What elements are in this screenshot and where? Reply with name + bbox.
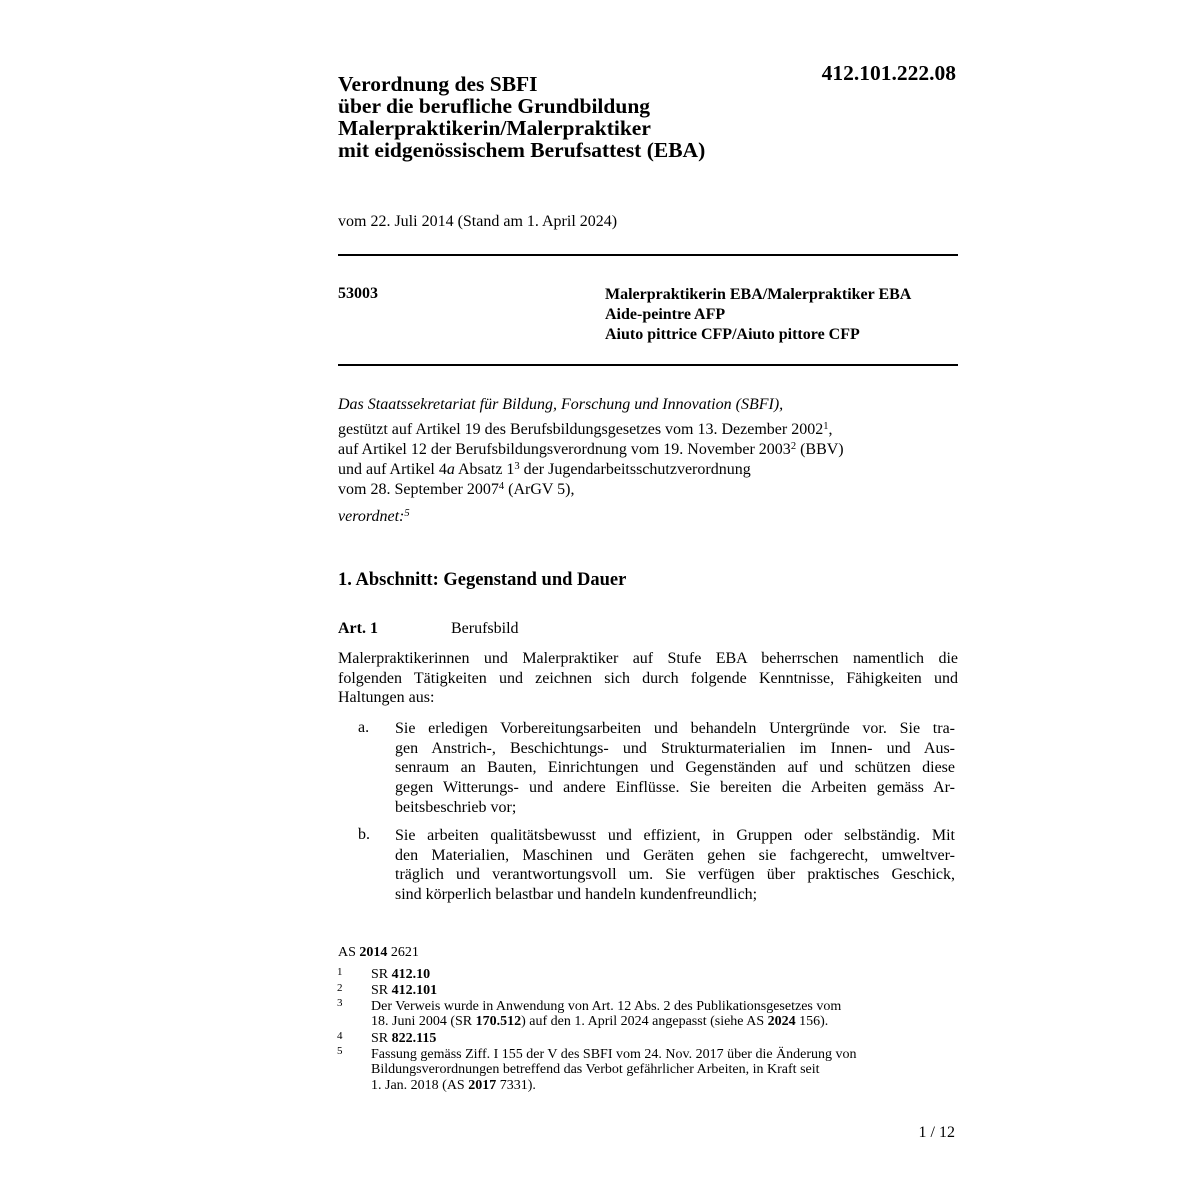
article-title: Berufsbild xyxy=(451,620,519,637)
legal-basis-line: auf Artikel 12 der Berufsbildungsverordnung vom 19. November 2003$^2$ (BBV) xyxy=(338,441,844,458)
footnote-text: Fassung gemäss Ziff. I 155 der V des SBFI vom 24. Nov. 2017 über die Änderung von Bildungsverordnungen betreffend das Verbot gefährlicher Arbeiten, in Kraft seit 1. Jan. 2018 (AS 2017 7331). xyxy=(371,1047,857,1093)
text-line: senraum an Bauten, Einrichtungen und Gegenständen auf und schützen diese xyxy=(395,759,955,777)
footnote-ref[interactable]: 2 xyxy=(790,441,797,452)
footnote-text: SR 822.115 xyxy=(371,1031,437,1046)
text-line: Haltungen aus: xyxy=(338,689,435,707)
footnote-ref[interactable]: 5 xyxy=(404,508,410,519)
footnote-text: Der Verweis wurde in Anwendung von Art. 12 Abs. 2 des Publikationsgesetzes vom 18. Juni 2004 (SR 170.512) auf den 1. April 2024 angepasst (siehe AS 2024 156). xyxy=(371,999,842,1030)
profession-name: Aiuto pittrice CFP/Aiuto pittore CFP xyxy=(605,326,860,343)
decrees-line: verordnet:$^5$ xyxy=(338,508,410,525)
article-intro xyxy=(338,649,958,708)
top-divider xyxy=(338,254,958,256)
page-indicator: 1 / 12 xyxy=(918,1124,955,1141)
list-item-letter: a. xyxy=(358,719,370,736)
list-item-body xyxy=(395,826,955,905)
official-collection-ref: AS 2014 2621 xyxy=(338,945,419,960)
text-line: den Materialien, Maschinen und Geräten gehen sie fachgerecht, umweltver- xyxy=(395,846,955,864)
footnote-ref[interactable]: 3 xyxy=(514,461,520,472)
list-item-body xyxy=(395,719,955,818)
text-line: gen Anstrich-, Beschichtungs- und Strukturmaterialien im Innen- und Aus- xyxy=(395,739,955,757)
title-line: Malerpraktikerin/Malerpraktiker xyxy=(338,116,651,140)
footnote-number: 4 xyxy=(337,1030,343,1042)
profession-name: Aide-peintre AFP xyxy=(605,306,726,323)
date-line: vom 22. Juli 2014 (Stand am 1. April 2024) xyxy=(338,213,618,230)
title-line: mit eidgenössischem Berufsattest (EBA) xyxy=(338,138,706,162)
text-line: gegen Witterungs- und andere Einflüsse. Sie bereiten die Arbeiten gemäss Ar- xyxy=(395,779,955,797)
text-line: Malerpraktikerinnen und Malerpraktiker auf Stufe EBA beherrschen namentlich die xyxy=(338,650,958,667)
footnote-text: SR 412.10 xyxy=(371,967,431,982)
footnote-number: 1 xyxy=(337,966,343,978)
title-line: Verordnung des SBFI xyxy=(338,72,538,96)
legal-basis xyxy=(338,420,844,500)
bottom-divider xyxy=(338,364,958,366)
legal-basis-line: vom 28. September 2007$^4$ (ArGV 5), xyxy=(338,481,575,498)
article-number: Art. 1 xyxy=(338,620,378,637)
text-line: beitsbeschrieb vor; xyxy=(395,798,517,816)
issuing-authority: Das Staatssekretariat für Bildung, Forschung und Innovation (SBFI), xyxy=(338,396,784,413)
text-line: sind körperlich belastbar und handeln kundenfreundlich; xyxy=(395,886,758,904)
profession-code: 53003 xyxy=(338,285,378,302)
text-line: folgenden Tätigkeiten und zeichnen sich durch folgende Kenntnisse, Fähigkeiten und xyxy=(338,669,958,687)
footnote-number: 3 xyxy=(337,997,343,1009)
list-item-letter: b. xyxy=(358,826,370,843)
title-line: über die berufliche Grundbildung xyxy=(338,94,651,118)
footnote-text: SR 412.101 xyxy=(371,983,438,998)
text-line: Sie erledigen Vorbereitungsarbeiten und behandeln Untergründe vor. Sie tra- xyxy=(395,720,955,737)
text-line: träglich und verantwortungsvoll um. Sie verfügen über praktisches Geschick, xyxy=(395,866,955,884)
document-title xyxy=(338,73,798,161)
text-line: Sie arbeiten qualitätsbewusst und effizient, in Gruppen oder selbständig. Mit xyxy=(395,827,955,844)
legal-basis-line: und auf Artikel 4a Absatz $1^3$ der Jugendarbeitsschutzverordnung xyxy=(338,461,751,478)
legal-basis-line: gestützt auf Artikel 19 des Berufsbildungsgesetzes vom 13. Dezember 2002$^1$, xyxy=(338,421,833,438)
footnote-number: 2 xyxy=(337,982,343,994)
sr-number: 412.101.222.08 xyxy=(821,61,956,85)
footnote-ref[interactable]: 4 xyxy=(498,481,505,492)
profession-names xyxy=(605,285,911,345)
footnote-number: 5 xyxy=(337,1045,343,1057)
section-heading: 1. Abschnitt: Gegenstand und Dauer xyxy=(338,570,627,590)
profession-name: Malerpraktikerin EBA/Malerpraktiker EBA xyxy=(605,286,912,303)
footnote-ref[interactable]: 1 xyxy=(823,421,829,432)
